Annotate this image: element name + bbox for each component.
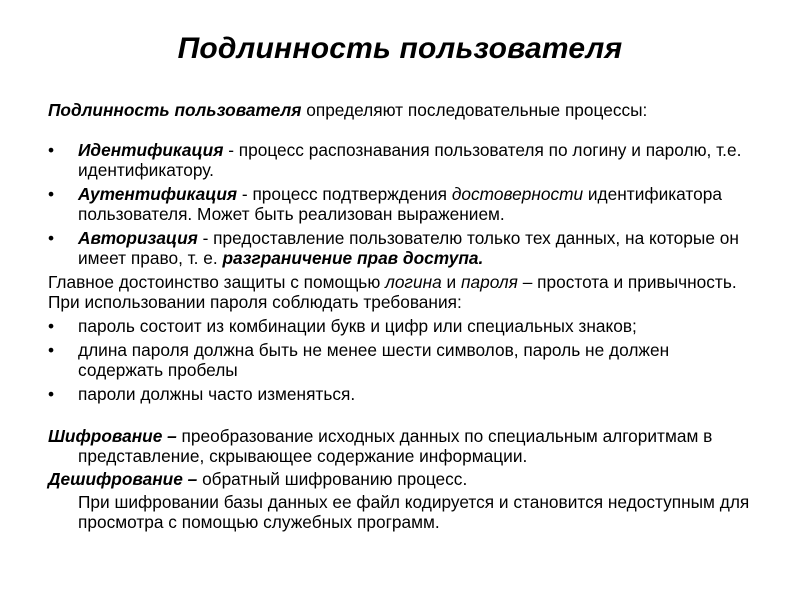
intro-term: Подлинность пользователя: [48, 100, 302, 120]
decryption-term: Дешифрование –: [48, 469, 198, 489]
process-text: - процесс подтверждения: [237, 184, 452, 204]
password-italic-login: логина: [385, 272, 442, 292]
intro-paragraph: [48, 100, 758, 120]
password-text: Главное достоинство защиты с помощью: [48, 272, 386, 292]
slide-title: Подлинность пользователя: [177, 32, 623, 65]
process-text: - процесс распознавания пользователя по логину и паролю, т.е. идентификатору.: [78, 140, 742, 180]
process-term: Идентификация: [78, 140, 224, 160]
intro-text: определяют последовательные процессы:: [301, 100, 648, 120]
decryption-text: обратный шифрованию процесс.: [197, 469, 468, 489]
requirement-text: пароли должны часто изменяться.: [78, 384, 356, 404]
requirement-item: [48, 384, 758, 404]
process-item-identification: [48, 140, 758, 180]
bullet-icon: •: [48, 316, 55, 336]
requirement-text: пароль состоит из комбинации букв и цифр или специальных знаков;: [78, 316, 637, 336]
password-italic-password: пароля: [460, 272, 518, 292]
spacer: [48, 408, 758, 426]
final-paragraph: При шифровании базы данных ее файл кодируется и становится недоступным для просмотра с помощью служебных программ.: [78, 492, 750, 532]
slide-body: [48, 100, 758, 532]
bullet-icon: •: [48, 228, 55, 248]
process-item-authentication: [48, 184, 758, 224]
bullet-icon: •: [48, 184, 55, 204]
bullet-icon: •: [48, 384, 55, 404]
password-paragraph: [48, 272, 758, 312]
password-text: и: [441, 272, 461, 292]
encryption-paragraph: [48, 426, 758, 466]
process-term: Авторизация: [78, 228, 198, 248]
bullet-icon: •: [48, 340, 55, 360]
encryption-text: преобразование исходных данных по специальным алгоритмам в представление, скрывающее содержание информации.: [78, 426, 713, 466]
bullet-icon: •: [48, 140, 55, 160]
process-term: Аутентификация: [78, 184, 238, 204]
process-text-tail: идентификатора пользователя. Может быть реализован выражением.: [78, 184, 722, 224]
password-text: – простота и привычность. При использовании пароля соблюдать требования:: [48, 272, 737, 312]
process-italic: достоверности: [451, 184, 584, 204]
process-item-authorization: [48, 228, 758, 268]
encryption-term: Шифрование –: [48, 426, 177, 446]
requirement-item: [48, 316, 758, 336]
requirement-text: длина пароля должна быть не менее шести символов, пароль не должен содержать пробелы: [78, 340, 670, 380]
requirement-item: [48, 340, 758, 380]
decryption-paragraph: [48, 469, 758, 489]
process-text: - предоставление пользователю только тех данных, на которые он имеет право, т. е.: [78, 228, 739, 268]
process-emphasis: разграничение прав доступа.: [222, 248, 484, 268]
